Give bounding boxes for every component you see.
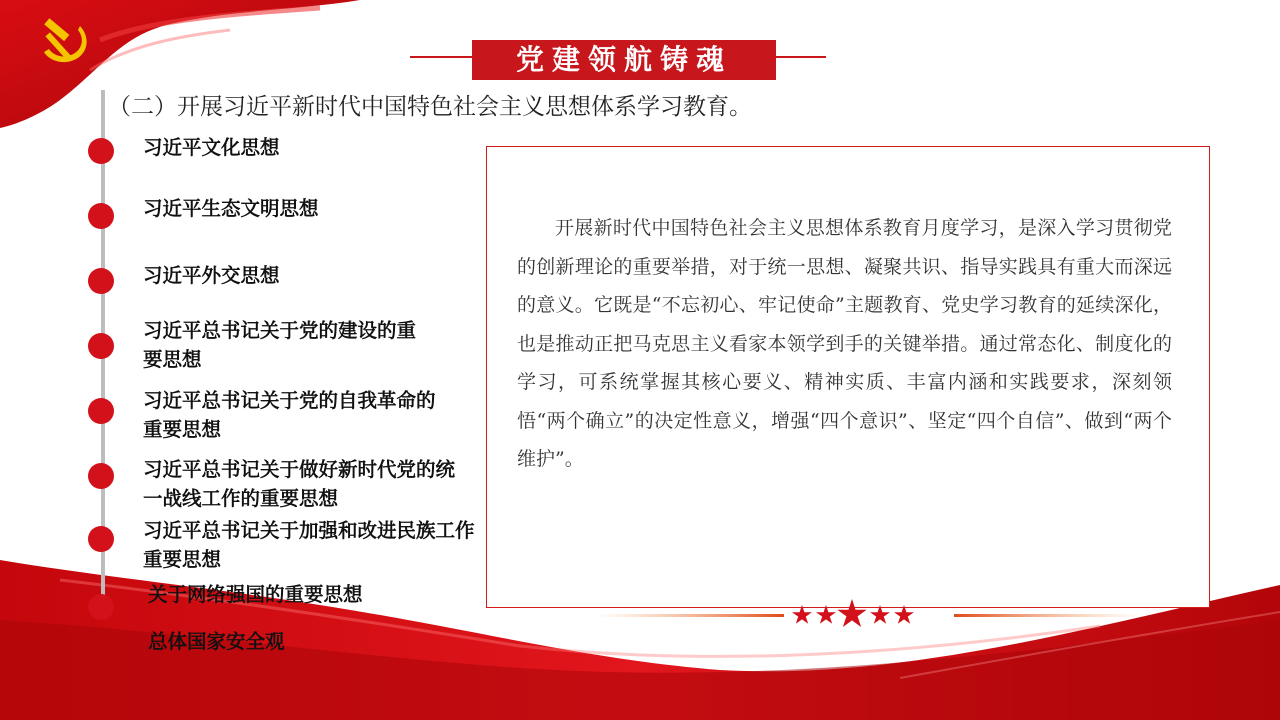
timeline-node: [88, 463, 114, 489]
topic-item: 习近平总书记关于加强和改进民族工作重要思想: [143, 519, 475, 571]
content-panel: [486, 146, 1210, 608]
page-title: 党建领航铸魂: [472, 40, 776, 80]
topic-item: 总体国家安全观: [148, 630, 285, 653]
topic-item: 习近平总书记关于做好新时代党的统一战线工作的重要思想: [143, 458, 456, 510]
hammer-sickle-icon: [36, 18, 92, 70]
timeline-node: [88, 268, 114, 294]
topic-item: 习近平生态文明思想: [143, 197, 319, 220]
timeline-node: [88, 333, 114, 359]
timeline-node: [88, 398, 114, 424]
title-banner: [400, 40, 830, 80]
title-line-right: [776, 56, 826, 58]
topic-item: 习近平总书记关于党的建设的重要思想: [143, 319, 417, 371]
panel-paragraph: 开展新时代中国特色社会主义思想体系教育月度学习，是深入学习贯彻党的创新理论的重要举措，对于统一思想、凝聚共识、指导实践具有重大而深远的意义。它既是“不忘初心、牢记使命”主题教育、党史学习教育的延续深化，也是推动正把马克思主义看家本领学到手的关键举措。通过常态化、制度化的学习，可系统掌握其核心要义、精神实质、丰富内涵和实践要求，深刻领悟“两个确立”的决定性意义，增强“四个意识”、坚定“四个自信”、做到“两个维护”。: [517, 217, 1172, 470]
timeline-node: [88, 526, 114, 552]
topic-item: 习近平总书记关于党的自我革命的重要思想: [143, 389, 436, 441]
title-line-left: [410, 56, 472, 58]
timeline-node: [88, 594, 114, 620]
section-subtitle: （二）开展习近平新时代中国特色社会主义思想体系学习教育。: [108, 94, 752, 120]
topic-item: 关于网络强国的重要思想: [148, 583, 363, 606]
timeline-node: [88, 138, 114, 164]
timeline-node: [88, 203, 114, 229]
topic-item: 习近平文化思想: [143, 136, 280, 159]
five-stars-icon: [594, 596, 1144, 636]
topic-item: 习近平外交思想: [143, 264, 280, 287]
